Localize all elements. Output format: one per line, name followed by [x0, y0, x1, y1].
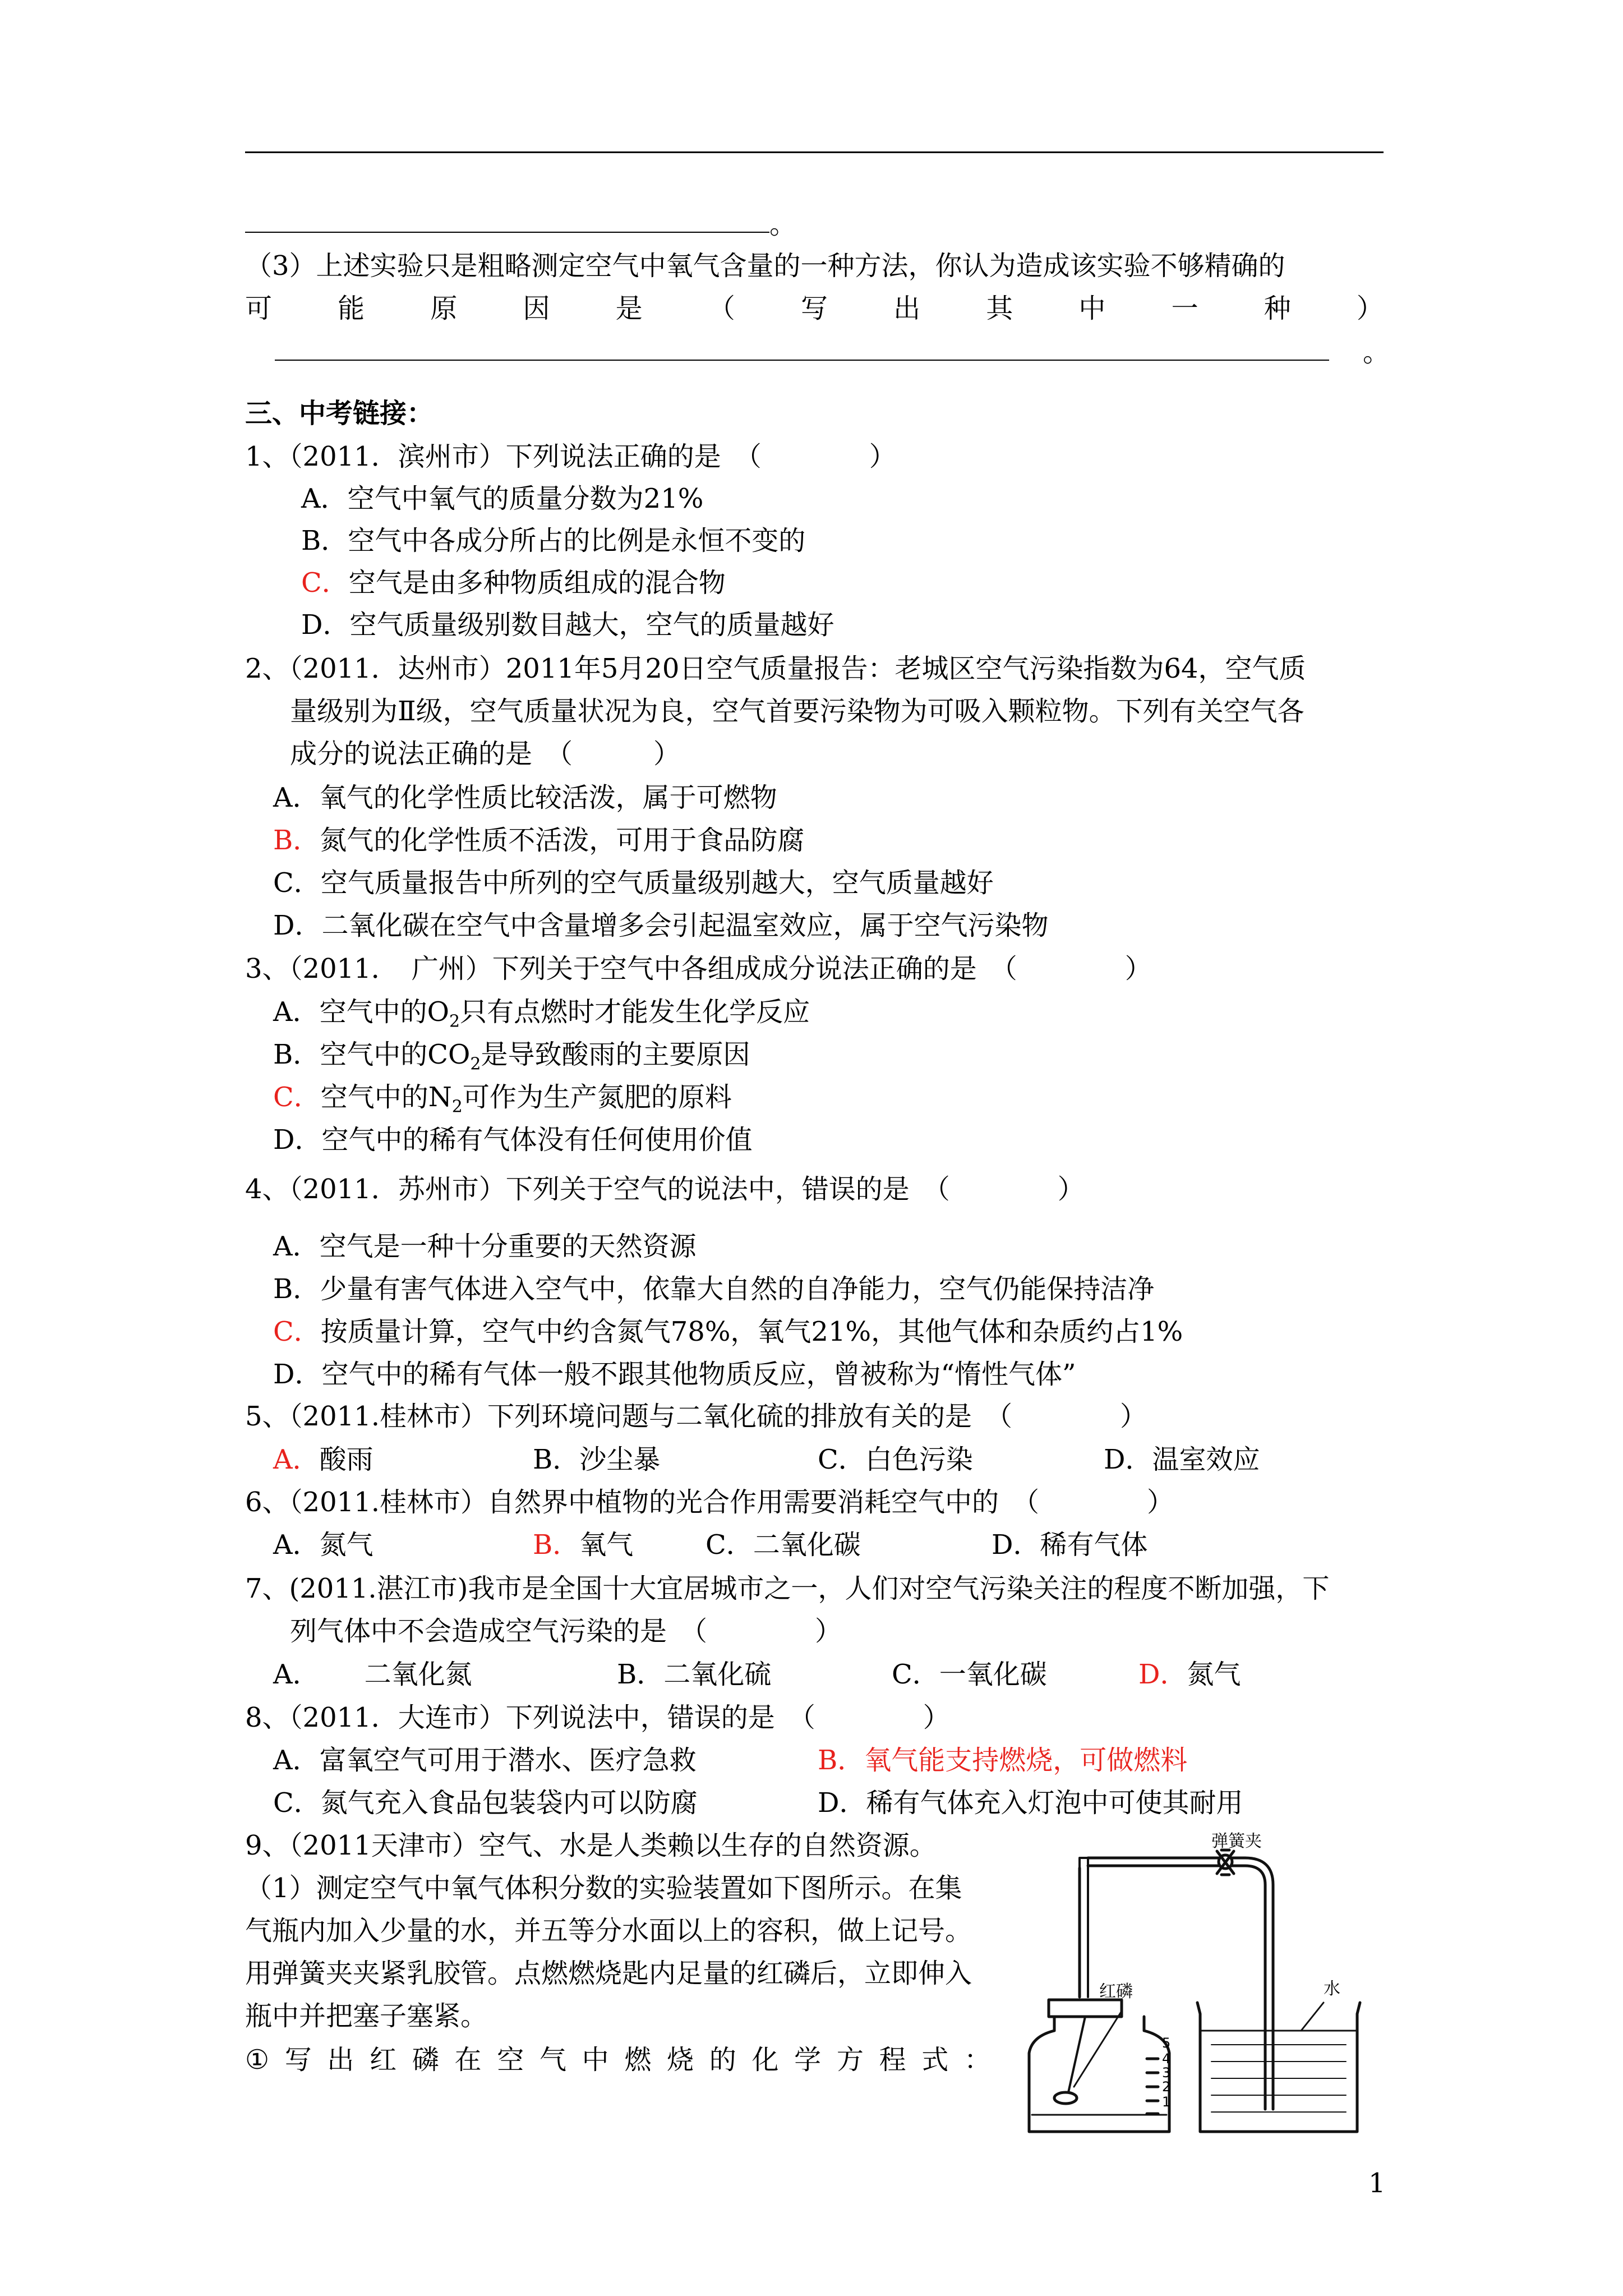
q2-option-b: B．氮气的化学性质不活泼，可用于食品防腐	[273, 825, 805, 856]
q1-option-a: A．空气中氧气的质量分数为21%	[301, 483, 704, 514]
q1-stem: 1、（2011．滨州市）下列说法正确的是 （ ）	[245, 441, 896, 472]
spring-clip	[1217, 1850, 1234, 1875]
q5-stem: 5、（2011.桂林市）下列环境问题与二氧化硫的排放有关的是 （ ）	[245, 1401, 1147, 1432]
q8-stem: 8、（2011．大连市）下列说法中，错误的是 （ ）	[245, 1702, 950, 1733]
period: 。	[769, 209, 797, 240]
spread-char: 原	[430, 293, 458, 324]
q3-line1: （3）上述实验只是粗略测定空气中氧气含量的一种方法，你认为造成该实验不够精确的	[245, 250, 1285, 282]
q9-spread-line: ① 写 出 红 磷 在 空 气 中 燃 烧 的 化 学 方 程 式 ：	[245, 2044, 991, 2076]
q8-option-b: B．氧气能支持燃烧，可做燃料	[818, 1745, 1188, 1776]
q6-option-c: C．二氧化碳	[706, 1529, 861, 1561]
q4-option-d: D．空气中的稀有气体一般不跟其他物质反应，曾被称为“惰性气体”	[273, 1359, 1076, 1390]
q1-option-b: B．空气中各成分所占的比例是永恒不变的	[301, 525, 806, 556]
spread-char: 其	[986, 293, 1013, 324]
q9-stem: 9、（2011天津市）空气、水是人类赖以生存的自然资源。	[245, 1830, 937, 1861]
label-phosphorus: 红磷	[1099, 1982, 1133, 2001]
scale-label: 1	[1162, 2094, 1171, 2110]
spread-char: 出	[893, 293, 921, 324]
q3-end-period: 。	[1363, 337, 1390, 368]
q8-option-d: D．稀有气体充入灯泡中可使其耐用	[818, 1787, 1243, 1819]
scale-label: 2	[1162, 2079, 1171, 2095]
q5-option-d: D．温室效应	[1104, 1444, 1260, 1475]
q9-body-line1: （1）测定空气中氧气体积分数的实验装置如下图所示。在集	[245, 1872, 962, 1904]
beaker	[1197, 2003, 1360, 2132]
q9-body-line4: 瓶中并把塞子塞紧。	[245, 2000, 488, 2032]
q7-option-d: D．氮气	[1138, 1659, 1241, 1690]
q5-option-c: C．白色污染	[818, 1444, 973, 1475]
q3-option-c: C．空气中的$N_2$可作为生产氮肥的原料	[273, 1082, 732, 1117]
q1-option-c: C．空气是由多种物质组成的混合物	[301, 567, 726, 599]
q3-stem: 3、（2011． 广州）下列关于空气中各组成成分说法正确的是 （ ）	[245, 953, 1152, 984]
q7-option-c: C．一氧化碳	[892, 1659, 1047, 1690]
gas-collecting-bottle	[1029, 2000, 1169, 2132]
q9-body-line3: 用弹簧夹夹紧乳胶管。点燃燃烧匙内足量的红磷后，立即伸入	[245, 1958, 972, 1989]
spread-char: 是	[615, 293, 643, 324]
answer-blank-line	[245, 232, 769, 233]
q4-stem: 4、（2011．苏州市）下列关于空气的说法中，错误的是 （ ）	[245, 1174, 1085, 1205]
label-clip: 弹簧夹	[1211, 1832, 1262, 1851]
page-number: 1	[1368, 2168, 1386, 2199]
spread-char: 可	[245, 293, 273, 324]
scale-label: 3	[1162, 2065, 1171, 2081]
spread-char: ）	[1356, 293, 1384, 324]
spread-char: 写	[800, 293, 828, 324]
q3-option-a: A．空气中的$O_2$只有点燃时才能发生化学反应	[273, 996, 810, 1032]
q1-option-d: D．空气质量级别数目越大，空气的质量越好	[301, 609, 834, 641]
q2-stem-line1: 2、（2011．达州市）2011年5月20日空气质量报告：老城区空气污染指数为64，空气质	[245, 653, 1306, 684]
spread-char: 能	[338, 293, 365, 324]
spread-char: 种	[1264, 293, 1291, 324]
spread-char: 一	[1171, 293, 1198, 324]
q9-body-line2: 气瓶内加入少量的水，并五等分水面以上的容积，做上记号。	[245, 1915, 972, 1947]
q4-option-c: C．按质量计算，空气中约含氮气78%，氧气21%，其他气体和杂质约占1%	[273, 1316, 1183, 1347]
q2-stem-line3: 成分的说法正确的是 （ ）	[290, 738, 681, 770]
q6-option-b: B．氧气	[533, 1529, 634, 1561]
q2-stem-line2: 量级别为Ⅱ级，空气质量状况为良，空气首要污染物为可吸入颗粒物。下列有关空气各	[290, 696, 1304, 727]
q7-stem-line1: 7、(2011.湛江市)我市是全国十大宜居城市之一，人们对空气污染关注的程度不断加强，下	[245, 1573, 1330, 1604]
q7-stem-line2: 列气体中不会造成空气污染的是 （ ）	[290, 1616, 842, 1647]
section-title: 三、中考链接：	[245, 398, 434, 429]
q3-spread-line	[245, 291, 1384, 326]
spread-char: 中	[1078, 293, 1106, 324]
q2-option-a: A．氧气的化学性质比较活泼，属于可燃物	[273, 782, 777, 813]
q7-option-b: B．二氧化硫	[617, 1659, 772, 1690]
q4-option-b: B．少量有害气体进入空气中，依靠大自然的自净能力，空气仍能保持洁净	[273, 1273, 1155, 1305]
q6-option-d: D．稀有气体	[992, 1529, 1148, 1561]
q5-option-a: A．酸雨	[273, 1444, 374, 1475]
q8-option-c: C．氮气充入食品包装袋内可以防腐	[273, 1787, 698, 1819]
q2-option-d: D．二氧化碳在空气中含量增多会引起温室效应，属于空气污染物	[273, 910, 1049, 941]
q3-option-d: D．空气中的稀有气体没有任何使用价值	[273, 1124, 753, 1156]
q2-option-c: C．空气质量报告中所列的空气质量级别越大，空气质量越好	[273, 867, 994, 899]
q4-option-a: A．空气是一种十分重要的天然资源	[273, 1231, 697, 1262]
q3-answer-line	[275, 360, 1329, 361]
header-rule	[245, 151, 1384, 153]
q7-option-a: A． 二氧化氮	[273, 1659, 472, 1690]
q6-option-a: A．氮气	[273, 1529, 374, 1561]
spread-char: 因	[523, 293, 550, 324]
q8-option-a: A．富氧空气可用于潜水、医疗急救	[273, 1745, 697, 1776]
scale-label: 5	[1162, 2035, 1171, 2051]
q5-option-b: B．沙尘暴	[533, 1444, 661, 1475]
q6-stem: 6、（2011.桂林市）自然界中植物的光合作用需要消耗空气中的 （ ）	[245, 1487, 1174, 1518]
scale-label: 4	[1162, 2051, 1171, 2067]
label-water: 水	[1324, 1979, 1340, 1999]
q3-option-b: B．空气中的$CO_2$是导致酸雨的主要原因	[273, 1039, 750, 1074]
apparatus-figure	[1009, 1832, 1424, 2143]
spread-char: （	[708, 293, 735, 324]
